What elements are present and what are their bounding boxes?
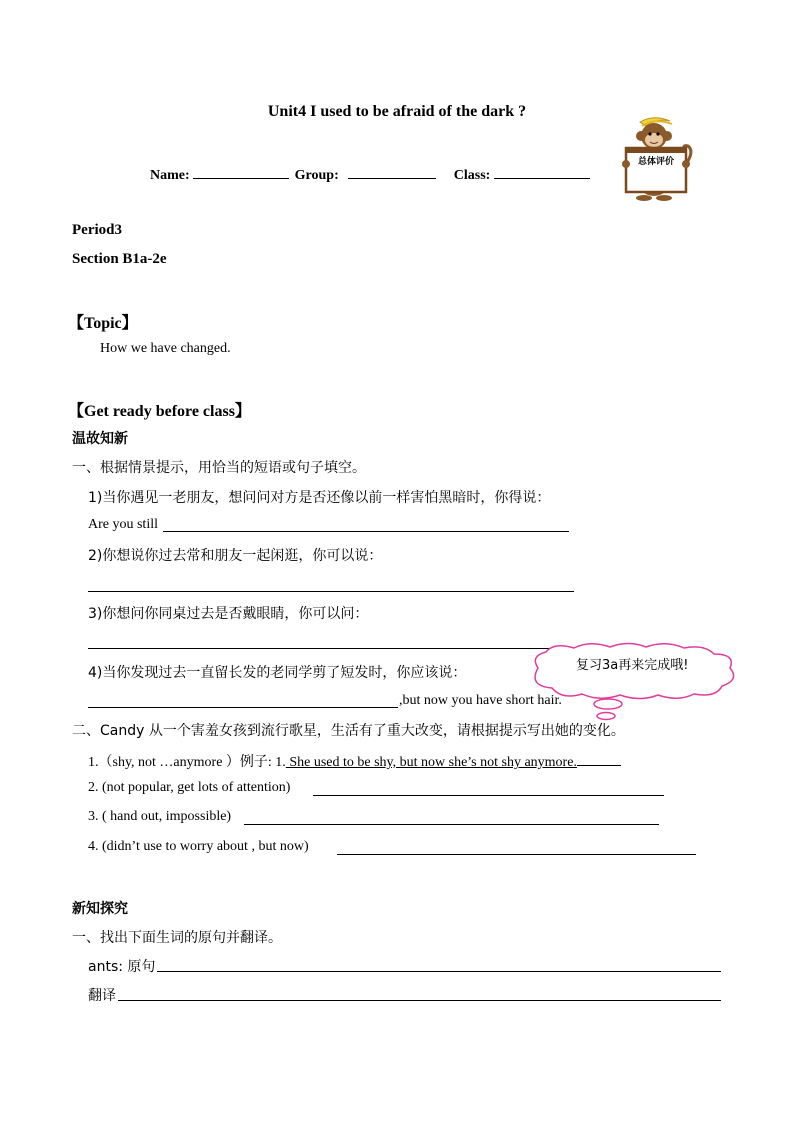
question-1-prefix: Are you still [88, 517, 158, 532]
period-label: Period3 [72, 222, 122, 238]
section-label: Section B1a-2e [72, 251, 167, 267]
part2-item-1-example: She used to be shy, but now she’s not shy anymore. [285, 755, 577, 770]
hint-bubble-text: 复习3a再来完成哦! [576, 658, 689, 673]
ants-sentence-line[interactable] [157, 971, 721, 972]
question-1: 1)当你遇见一老朋友，想问问对方是否还像以前一样害怕黑暗时，你得说： [88, 490, 551, 506]
name-field-row [150, 164, 590, 184]
answer-line-4[interactable] [88, 707, 398, 708]
translate-line[interactable] [118, 1000, 721, 1001]
part2-answer-line-2[interactable] [313, 795, 664, 796]
answer-line-2[interactable] [88, 591, 574, 592]
question-4-suffix: ,but now you have short hair. [399, 693, 562, 708]
topic-text: How we have changed. [100, 341, 231, 356]
part2-answer-line-4[interactable] [337, 854, 696, 855]
get-ready-heading: 【Get ready before class】 [68, 403, 251, 420]
explore-instruction: 一、找出下面生词的原句并翻译。 [72, 930, 282, 946]
part2-item-1 [88, 751, 621, 771]
class-blank[interactable] [494, 164, 590, 179]
topic-heading: 【Topic】 [68, 315, 138, 332]
group-label: Group: [294, 168, 339, 183]
name-label: Name: [150, 168, 190, 183]
part2-item-1-tail [577, 753, 621, 766]
question-4: 4)当你发现过去一直留长发的老同学剪了短发时，你应该说： [88, 665, 467, 681]
part2-item-1-hint: 1.（shy, not …anymore ）例子: 1. [88, 755, 286, 770]
question-3: 3)你想问你同桌过去是否戴眼睛，你可以问： [88, 606, 369, 622]
translate-label: 翻译 [88, 988, 116, 1004]
monkey-mascot-icon [612, 112, 704, 204]
review-title: 温故知新 [72, 431, 128, 447]
evaluation-badge-text: 总体评价 [637, 157, 674, 167]
question-2: 2)你想说你过去常和朋友一起闲逛，你可以说： [88, 548, 383, 564]
part2-item-2: 2. (not popular, get lots of attention) [88, 780, 291, 795]
part1-instruction: 一、根据情景提示，用恰当的短语或句子填空。 [72, 460, 366, 476]
answer-line-1[interactable] [163, 531, 569, 532]
page-title: Unit4 I used to be afraid of the dark ? [267, 103, 527, 120]
group-blank[interactable] [348, 164, 436, 179]
part2-item-4: 4. (didn’t use to worry about , but now) [88, 839, 309, 854]
part2-answer-line-3[interactable] [244, 824, 659, 825]
class-label: Class: [453, 168, 491, 183]
ants-sentence-label: ants: 原句 [88, 959, 156, 975]
hint-bubble [524, 640, 742, 726]
part2-instruction: 二、Candy 从一个害羞女孩到流行歌星，生活有了重大改变，请根据提示写出她的变化。 [72, 723, 625, 739]
name-blank[interactable] [193, 164, 289, 179]
part2-item-3: 3. ( hand out, impossible) [88, 809, 232, 824]
explore-title: 新知探究 [72, 901, 128, 917]
